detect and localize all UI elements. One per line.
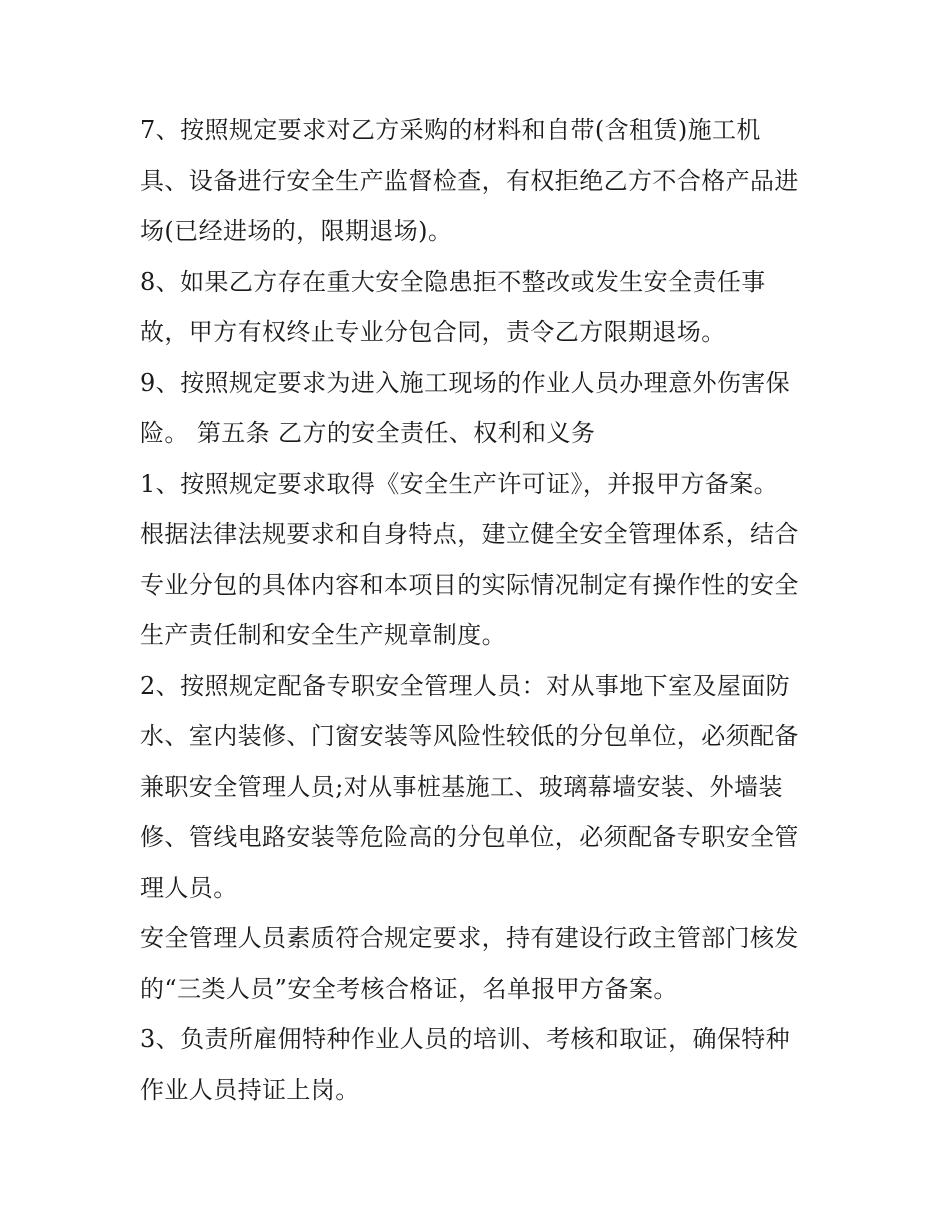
text-line: 故，甲方有权终止专业分包合同，责令乙方限期退场。 — [140, 318, 726, 346]
text-line: 2、按照规定配备专职安全管理人员：对从事地下室及屋面防 — [140, 672, 791, 700]
text-line: 生产责任制和安全生产规章制度。 — [140, 621, 506, 649]
text-line: 根据法律法规要求和自身特点，建立健全安全管理体系，结合 — [140, 520, 799, 548]
text-line: 8、如果乙方存在重大安全隐患拒不整改或发生安全责任事 — [140, 268, 766, 296]
text-line: 兼职安全管理人员;对从事桩基施工、玻璃幕墙安装、外墙装 — [140, 773, 783, 801]
text-line: 1、按照规定要求取得《安全生产许可证》，并报甲方备案。 — [140, 470, 779, 498]
text-line: 场(已经进场的，限期退场)。 — [140, 217, 453, 245]
text-line: 的“三类人员”安全考核合格证，名单报甲方备案。 — [140, 975, 678, 1003]
text-line: 水、室内装修、门窗安装等风险性较低的分包单位，必须配备 — [140, 722, 799, 750]
text-line: 理人员。 — [140, 874, 238, 902]
text-line: 安全管理人员素质符合规定要求，持有建设行政主管部门核发 — [140, 924, 799, 952]
text-line: 具、设备进行安全生产监督检查，有权拒绝乙方不合格产品进 — [140, 167, 799, 195]
text-line: 3、负责所雇佣特种作业人员的培训、考核和取证，确保特种 — [140, 1025, 791, 1053]
text-line: 专业分包的具体内容和本项目的实际情况制定有操作性的安全 — [140, 571, 799, 599]
text-line: 险。 第五条 乙方的安全责任、权利和义务 — [140, 419, 596, 447]
text-line: 作业人员持证上岗。 — [140, 1076, 360, 1104]
text-line: 9、按照规定要求为进入施工现场的作业人员办理意外伤害保 — [140, 369, 791, 397]
text-line: 7、按照规定要求对乙方采购的材料和自带(含租赁)施工机 — [140, 116, 761, 144]
text-line: 修、管线电路安装等危险高的分包单位，必须配备专职安全管 — [140, 823, 799, 851]
